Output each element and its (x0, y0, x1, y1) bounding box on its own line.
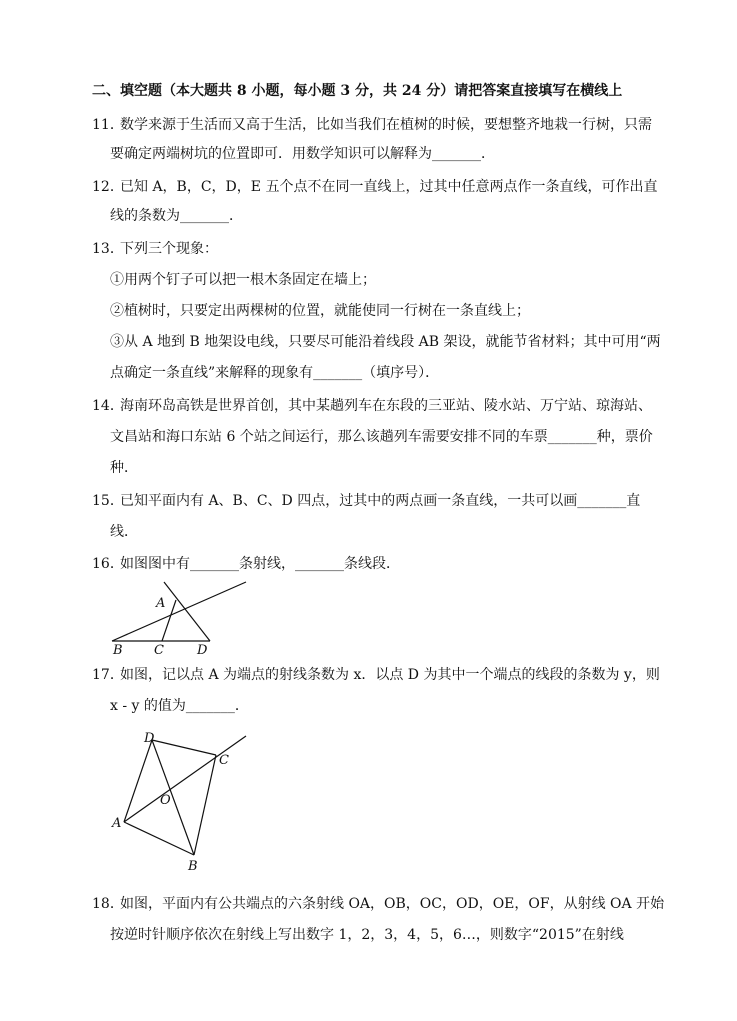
question-number: 11． (92, 117, 124, 133)
fig17-label-o: O (160, 793, 171, 808)
fig17-label-a: A (112, 816, 122, 831)
question-14 (92, 396, 652, 416)
question-14-cont-2: 种． (110, 460, 138, 476)
section-header: 二、填空题（本大题共 8 小题，每小题 3 分，共 24 分）请把答案直接填写在横线上 (92, 83, 623, 99)
fig16-ray-d (164, 582, 210, 641)
question-text: 已知 A，B，C，D，E 五个点不在同一直线上，过其中任意两点作一条直线，可作出直 (120, 179, 658, 195)
question-text: 下列三个现象： (120, 241, 218, 257)
question-15 (92, 491, 640, 511)
question-number: 12． (92, 179, 124, 195)
question-12-cont: 线的条数为_______． (110, 208, 243, 224)
question-18-cont: 按逆时针顺序依次在射线上写出数字 1，2，3，4，5，6…，则数字“2015”在射线 (110, 927, 624, 943)
fig16-label-a: A (156, 596, 166, 611)
question-number: 17． (92, 667, 124, 683)
question-13-item-2: ②植树时，只要定出两棵树的位置，就能使同一行树在一条直线上； (110, 303, 530, 319)
question-15-cont: 线． (110, 524, 138, 540)
question-number: 18． (92, 896, 124, 912)
question-text: 海南环岛高铁是世界首创，其中某趟列车在东段的三亚站、陵水站、万宁站、琼海站、 (120, 398, 652, 414)
figure-17 (108, 726, 258, 876)
fig17-label-b: B (188, 859, 198, 874)
question-13-cont: 点确定一条直线”来解释的现象有_______（填序号）． (110, 365, 440, 381)
fig17-label-c: C (219, 753, 229, 768)
question-text: 如图图中有_______条射线，_______条线段． (120, 556, 400, 572)
question-text: 如图，平面内有公共端点的六条射线 OA，OB，OC，OD，OE，OF，从射线 OA 开始 (120, 896, 665, 912)
question-17 (92, 665, 660, 685)
figure-16 (108, 578, 248, 658)
fig17-seg-da (124, 740, 152, 822)
fig16-label-c: C (154, 643, 164, 658)
question-number: 15． (92, 493, 124, 509)
question-17-cont: x - y 的值为_______． (110, 698, 249, 714)
question-text: 数学来源于生活而又高于生活，比如当我们在植树的时候，要想整齐地栽一行树，只需 (120, 117, 652, 133)
fig16-label-b: B (113, 643, 123, 658)
question-13-item-1: ①用两个钉子可以把一根木条固定在墙上； (110, 272, 376, 288)
fig17-label-d: D (144, 731, 155, 746)
fig16-ray-b (112, 582, 246, 641)
question-13 (92, 239, 218, 259)
question-11-cont: 要确定两端树坑的位置即可．用数学知识可以解释为_______． (110, 146, 495, 162)
question-number: 13． (92, 241, 124, 257)
fig17-seg-dc (152, 740, 216, 755)
question-13-item-3: ③从 A 地到 B 地架设电线，只要尽可能沿着线段 AB 架设，就能节省材料；其中可用“两 (110, 334, 661, 350)
question-11 (92, 115, 652, 135)
question-number: 16． (92, 556, 124, 572)
question-12 (92, 177, 657, 197)
question-number: 14． (92, 398, 124, 414)
question-16 (92, 554, 400, 574)
question-text: 已知平面内有 A、B、C、D 四点，过其中的两点画一条直线，一共可以画_______直 (120, 493, 641, 509)
question-18 (92, 894, 664, 914)
question-14-cont: 文昌站和海口东站 6 个站之间运行，那么该趟列车需要安排不同的车票_______种，票价 (110, 429, 653, 445)
fig17-ray-c (124, 736, 246, 822)
fig16-label-d: D (197, 643, 208, 658)
question-text: 如图，记以点 A 为端点的射线条数为 x．以点 D 为其中一个端点的线段的条数为 y，则 (120, 667, 660, 683)
